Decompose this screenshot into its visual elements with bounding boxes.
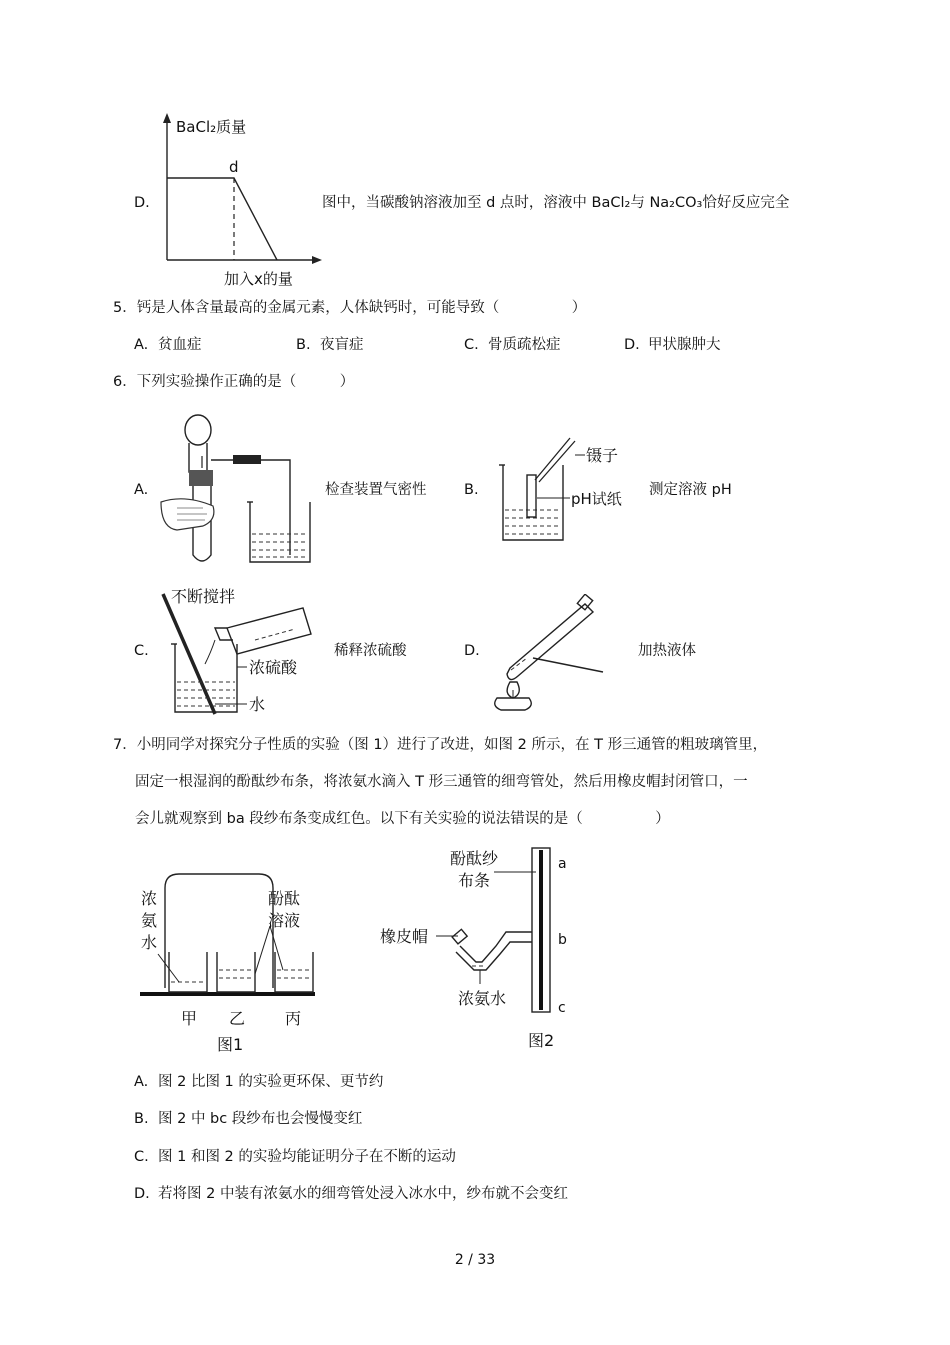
phenol-leader-1 <box>255 926 270 974</box>
bottle-liquid <box>255 629 295 640</box>
q7-stem-line-2: 固定一根湿润的酚酞纱布条，将浓氨水滴入 T 形三通管的细弯管处，然后用橡皮帽封闭管口，一 <box>135 774 748 790</box>
q7-option-c-text: 图 1 和图 2 的实验均能证明分子在不断的运动 <box>158 1149 456 1165</box>
thin-bent-tube <box>456 932 532 970</box>
stir-label: 不断搅拌 <box>171 587 236 606</box>
q5-option-b-letter: B. <box>296 337 311 353</box>
figure-1 <box>135 866 325 1056</box>
q7-option-c-letter: C. <box>134 1149 149 1165</box>
phenol-leader-2 <box>270 926 283 970</box>
acid-bottle <box>227 608 311 654</box>
beaker-jia <box>169 952 207 992</box>
q7-option-b-letter: B. <box>134 1111 149 1127</box>
beaker-bing <box>275 952 313 992</box>
ph-test-figure <box>495 430 635 550</box>
acid-stream <box>205 640 215 664</box>
q4-option-d-text: 图中，当碳酸钠溶液加至 d 点时，溶液中 BaCl₂与 Na₂CO₃恰好反应完全 <box>322 195 790 211</box>
fig2-cap-label: 橡皮帽 <box>380 927 429 946</box>
beaker-yi <box>217 952 255 992</box>
q5-option-c-text: 骨质疏松症 <box>488 337 561 353</box>
dilute-acid-figure <box>145 582 325 720</box>
tube-clamp-top <box>577 594 592 610</box>
fig1-ammonia-char-3: 水 <box>141 933 158 952</box>
beaker-a <box>250 502 310 562</box>
airtight-check-figure <box>155 410 320 575</box>
fig1-beaker-bing: 丙 <box>285 1009 302 1028</box>
ph-paper <box>527 475 536 517</box>
page-number: 2 / 33 <box>454 1252 496 1268</box>
fig2-point-b: b <box>558 932 567 948</box>
hand <box>161 499 214 530</box>
graph-ylabel: BaCl₂质量 <box>176 118 247 136</box>
q5-stem: 5．钙是人体含量最高的金属元素，人体缺钙时，可能导致（ ） <box>113 300 587 316</box>
fig1-ammonia-char-2: 氨 <box>141 911 158 930</box>
graph-xlabel: 加入x的量 <box>224 270 293 288</box>
bacl2-mass-graph <box>150 108 330 293</box>
rubber-cap <box>452 929 467 944</box>
tube-holder <box>533 658 603 672</box>
alcohol-lamp <box>495 698 532 710</box>
q6-option-d-text: 加热液体 <box>638 643 696 659</box>
q6-option-d-letter: D. <box>464 643 480 659</box>
fig2-gauze-line-1: 酚酞纱 <box>450 849 499 868</box>
bell-jar <box>165 874 273 988</box>
fig1-ammonia-char-1: 浓 <box>141 889 158 908</box>
beaker-c <box>175 644 237 712</box>
q4-option-d-letter: D. <box>134 195 150 211</box>
bacl2-curve <box>167 178 277 260</box>
x-axis-arrow <box>312 256 322 264</box>
q7-option-d-letter: D. <box>134 1186 150 1202</box>
bulb-stem <box>189 443 207 472</box>
ph-paper-label: pH试纸 <box>571 490 622 508</box>
beaker-b <box>503 465 563 540</box>
q5-option-d-text: 甲状腺肿大 <box>648 337 721 353</box>
tweezers-arm-2 <box>539 441 575 482</box>
q5-option-d-letter: D. <box>624 337 640 353</box>
heat-liquid-figure <box>485 594 610 714</box>
q6-stem: 6．下列实验操作正确的是（ ） <box>113 374 355 390</box>
graph-point-d: d <box>229 158 239 176</box>
q5-option-c-letter: C. <box>464 337 479 353</box>
q6-option-b-letter: B. <box>464 482 479 498</box>
q6-option-a-letter: A. <box>134 482 149 498</box>
q7-option-a-text: 图 2 比图 1 的实验更环保、更节约 <box>158 1074 384 1090</box>
fig2-gauze-line-2: 布条 <box>458 871 491 890</box>
fig2-caption: 图2 <box>528 1031 555 1050</box>
fig2-ammonia-label: 浓氨水 <box>458 989 507 1008</box>
q6-option-b-text: 测定溶液 pH <box>649 482 732 498</box>
q7-stem-line-1: 7．小明同学对探究分子性质的实验（图 1）进行了改进，如图 2 所示，在 T 形三通管的粗玻璃管里， <box>113 737 768 753</box>
conc-acid-label: 浓硫酸 <box>249 658 298 677</box>
fig2-point-c: c <box>558 1000 566 1016</box>
q7-option-a-letter: A. <box>134 1074 149 1090</box>
fig1-beaker-yi: 乙 <box>229 1009 246 1028</box>
tweezers-arm-1 <box>535 438 570 480</box>
q5-option-b-text: 夜盲症 <box>320 337 364 353</box>
fig2-point-a: a <box>558 856 567 872</box>
q6-option-c-letter: C. <box>134 643 149 659</box>
tweezers-label: 镊子 <box>586 446 619 465</box>
fig1-beaker-jia: 甲 <box>181 1009 198 1028</box>
q5-option-a-text: 贫血症 <box>158 337 202 353</box>
figure-2 <box>378 842 578 1054</box>
glass-rod <box>163 594 215 714</box>
q5-option-a-letter: A. <box>134 337 149 353</box>
q7-stem-line-3: 会儿就观察到 ba 段纱布条变成红色。以下有关实验的说法错误的是（ ） <box>135 811 670 827</box>
q6-option-a-text: 检查装置气密性 <box>325 482 427 498</box>
fig1-caption: 图1 <box>217 1035 244 1054</box>
fig1-phenol-line-2: 溶液 <box>268 911 301 930</box>
q7-option-d-text: 若将图 2 中装有浓氨水的细弯管处浸入冰水中，纱布就不会变红 <box>158 1186 568 1202</box>
fig1-phenol-line-1: 酚酞 <box>268 889 301 908</box>
y-axis-arrow <box>163 113 171 123</box>
water-label: 水 <box>249 695 266 714</box>
rubber-joint <box>233 455 261 464</box>
q7-option-b-text: 图 2 中 bc 段纱布也会慢慢变红 <box>158 1111 363 1127</box>
rubber-bulb <box>185 415 211 445</box>
q6-option-c-text: 稀释浓硫酸 <box>334 643 407 659</box>
stopper <box>189 470 213 486</box>
